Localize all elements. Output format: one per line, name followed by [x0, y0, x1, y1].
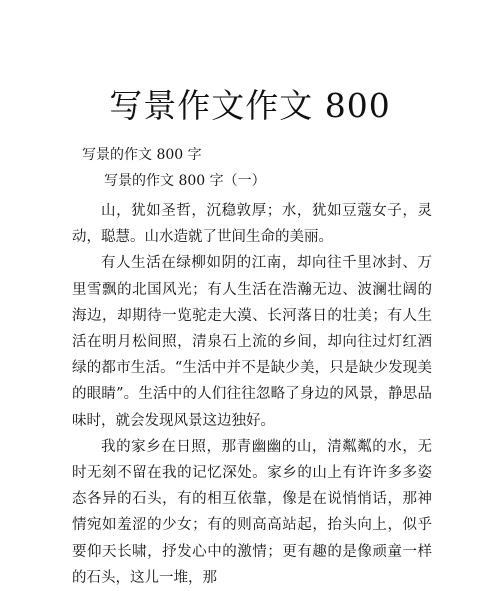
document-body: [72, 198, 432, 591]
paragraph: 我的家乡在日照，那青幽幽的山，清粼粼的水，无时无刻不留在我的记忆深处。家乡的山上有许许多多姿态各异的石头，有的相互依靠，像是在说悄悄话，那神情宛如羞涩的少女；有的则高高站起，抬头向上，似乎要仰天长啸，抒发心中的激情；更有趣的是像顽童一样的石头，这儿一堆，那: [72, 438, 432, 586]
document-subtitle: 写景的作文 800 字: [82, 147, 202, 163]
section-heading: 写景的作文 800 字（一）: [104, 173, 266, 189]
paragraph: 山，犹如圣哲，沉稳敦厚；水，犹如豆蔻女子，灵动，聪慧。山水造就了世间生命的美丽。: [72, 203, 432, 246]
paragraph: 有人生活在绿柳如阴的江南，却向往千里冰封、万里雪飘的北国风光；有人生活在浩瀚无边、波澜壮阔的海边，却期待一览驼走大漠、长河落日的壮美；有人生活在明月松间照，清泉石上流的乡间，却向往过灯红酒绿的都市生活。“生活中并不是缺少美，只是缺少发现美的眼睛”。生活中的人们往往忽略了身边的风景，静思品味时，就会发现风景这边独好。: [72, 255, 432, 429]
document-title: 写景作文作文 800: [109, 86, 391, 125]
